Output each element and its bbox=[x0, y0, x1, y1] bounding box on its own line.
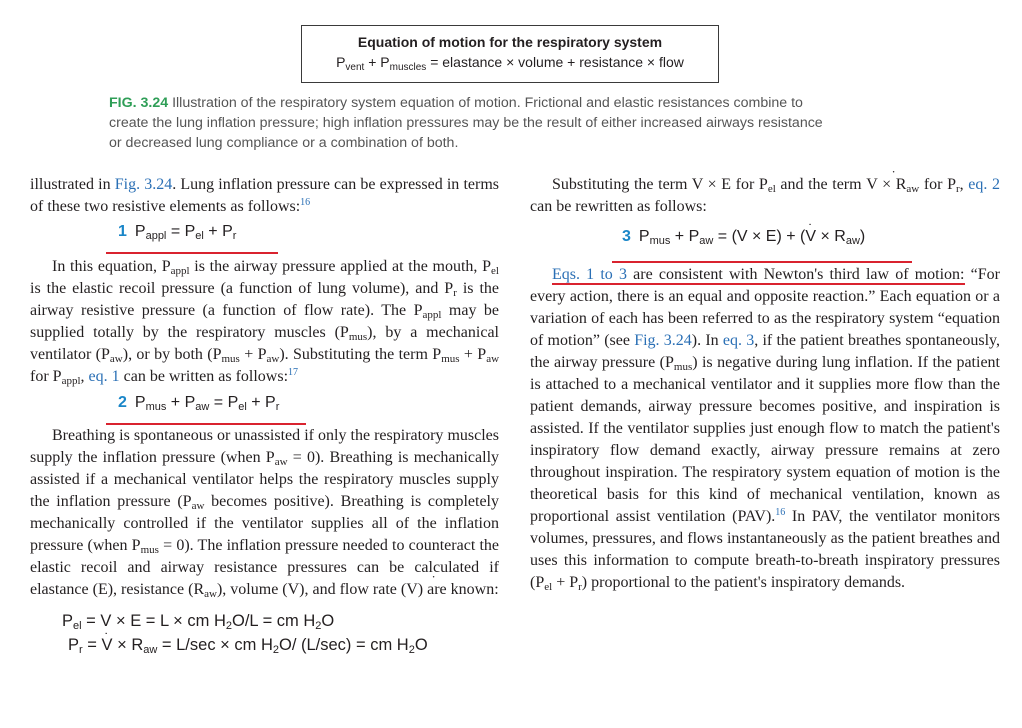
eq-2-link[interactable]: eq. 2 bbox=[968, 176, 1001, 193]
fig-3-24-link[interactable]: Fig. 3.24 bbox=[114, 176, 173, 193]
left-paragraph-3: Breathing is spontaneous or unassisted if only the respiratory muscles supply the inflation pressure (when $P_{aw} = 0$). Breathing is mechanically assisted if a mechanical ventilator helps the respiratory muscles supply the inflation pressure ($P_{aw}$ becomes positive). Breathing is completely mechanically controlled if the ventilator supplies all of the inflation pressure (when $P_{mus} = 0$). The inflation pressure needed to counteract the elastic recoil and airway resistance pressures can be calculated if elastance (E), resistance $(R_{aw})$, volume (V), and flow rate (˙ V) are known: bbox=[30, 425, 499, 601]
newton-law-sentence: Eqs. 1 to 3 are consistent with Newton's third law of motion: bbox=[552, 266, 965, 283]
figure-caption: FIG. 3.24 Illustration of the respiratory system equation of motion. Frictional and elastic resistances combine to create the lung inflation pressure; high inflation pressures may be the result of either increased airways resistance or decreased lung compliance or a combination of both. bbox=[109, 95, 823, 151]
equation-3-underline bbox=[612, 261, 912, 263]
left-paragraph-1: illustrated in Fig. 3.24. Lung inflation pressure can be expressed in terms of these two resistive elements as follows:$^{16}$ bbox=[30, 176, 499, 215]
eq-3-link[interactable]: eq. 3 bbox=[722, 332, 755, 349]
equation-1-underline bbox=[106, 252, 278, 254]
figure-box-equation: $P_{vent} + P_{muscles}$ = elastance × volume + resistance × flow bbox=[336, 54, 684, 73]
right-paragraph-2: Eqs. 1 to 3 are consistent with Newton's third law of motion: “For every action, there is an equal and opposite reaction.” Each equation or a variation of each has been referred to as the respiratory system “equation of motion” (see Fig. 3.24). In eq. 3, if the patient breathes spontaneously, the airway pressure $(P_{mus})$ is negative during lung inflation. If the patient is attached to a mechanical ventilator and it supplies more flow than the patient demands, airway pressure becomes positive, and inspiration is assisted. If the ventilator supplies just enough flow to match the patient's inspiratory flow demand exactly, airway pressure remains at zero throughout inspiration. The respiratory system equation of motion is the theoretical basis for this kind of mechanical ventilation, known as proportional assist ventilation (PAV).$^{16}$ In PAV, the ventilator monitors volumes, pressures, and flows instantaneously as the patient breathes and uses this information to compute breath-to-breath inspiratory pressures $(P_{el} + P_r)$ proportional to the patient's inspiratory demands. bbox=[530, 266, 1001, 593]
equation-3: 3 $P_{mus} + P_{aw} = (V \times E)$ + (˙ $V \times R_{aw}$) bbox=[622, 226, 1000, 260]
figure-equation-box bbox=[301, 25, 719, 83]
eqs-1-3-link[interactable]: Eqs. 1 to 3 bbox=[552, 266, 627, 283]
right-paragraph-1: Substituting the term V × E for $P_{el}$ and the term ˙ $V \times R_{aw}$ for $P_r$, eq. 2 can be rewritten as follows: bbox=[530, 174, 1000, 218]
equation-2-underline bbox=[106, 423, 306, 425]
figure-box-title: Equation of motion for the respiratory system bbox=[357, 34, 663, 50]
eq-1-link[interactable]: eq. 1 bbox=[88, 368, 120, 385]
fig-3-24-link-2[interactable]: Fig. 3.24 bbox=[634, 332, 692, 349]
left-column bbox=[30, 174, 499, 657]
formula-p-el: $P_{el} = V \times E = L$ × cm $H_2O/L$ = cm $H_2O$ bbox=[62, 612, 335, 632]
equation-1: 1 $P_{appl} = P_{el} + P_r$ bbox=[118, 221, 499, 251]
formula-p-r: $P_r$ = ˙ $V \times R_{aw} = L/\sec$ × cm $H_2O/$ (L/sec) = cm $H_2O$ bbox=[68, 633, 499, 657]
figure-label: FIG. 3.24 bbox=[109, 95, 169, 111]
equation-2: 2 $P_{mus} + P_{aw} = P_{el} + P_r$ bbox=[118, 392, 499, 422]
left-paragraph-2: In this equation, $P_{appl}$ is the airway pressure applied at the mouth, $P_{el}$ is the elastic recoil pressure (a function of lung volume), and $P_r$ is the airway resistive pressure (a function of flow rate). The $P_{appl}$ may be supplied totally by the respiratory muscles $(P_{mus})$, by a mechanical ventilator $(P_{aw})$, or by both $(P_{mus} + P_{aw})$. Substituting the term $P_{mus} + P_{aw}$ for $P_{appl}$, eq. 1 can be written as follows:$^{17}$ bbox=[30, 258, 500, 387]
right-column bbox=[530, 174, 1000, 594]
